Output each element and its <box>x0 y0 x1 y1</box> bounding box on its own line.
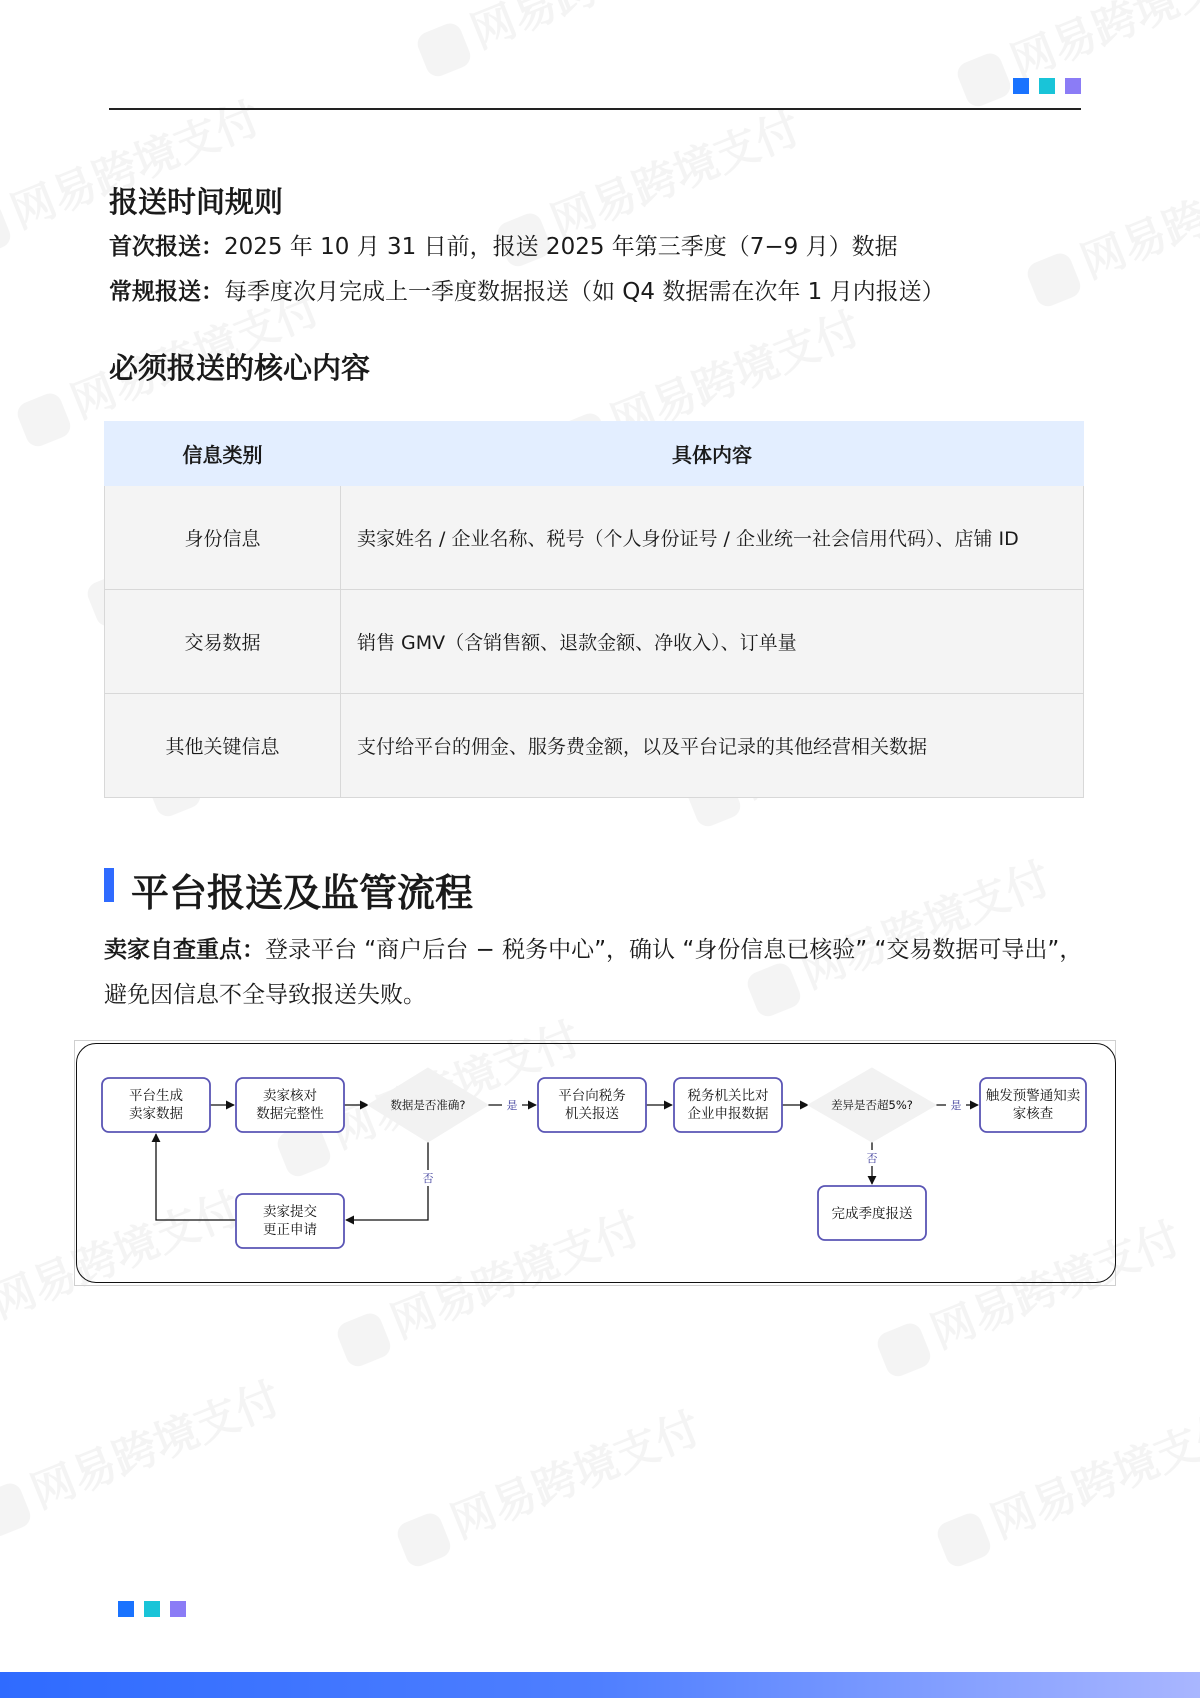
node-compare-line1: 税务机关比对 <box>687 1088 769 1104</box>
footer-square-cyan <box>144 1601 160 1617</box>
table-cell-detail: 销售 GMV（含销售额、退款金额、净收入）、订单量 <box>341 590 1084 694</box>
header-rule <box>109 108 1081 110</box>
rules-title: 报送时间规则 <box>109 185 284 219</box>
node-compare <box>674 1078 782 1132</box>
node-verify-line2: 数据完整性 <box>256 1106 324 1122</box>
table-cell-category: 身份信息 <box>105 486 341 590</box>
check-label: 卖家自查重点： <box>104 937 265 963</box>
node-alert <box>980 1078 1086 1132</box>
rules-regular-label: 常规报送： <box>109 279 224 305</box>
section-title: 平台报送及监管流程 <box>131 871 474 915</box>
node-alert-line1: 触发预警通知卖 <box>985 1088 1081 1104</box>
node-complete <box>818 1186 926 1240</box>
rules-regular <box>109 277 945 307</box>
header-squares <box>1013 78 1081 94</box>
table-row <box>105 694 1084 798</box>
edge-correct-generate <box>156 1134 236 1220</box>
node-verify-line1: 卖家核对 <box>263 1088 317 1104</box>
flowchart <box>74 1040 1120 1290</box>
core-table <box>104 421 1084 798</box>
table-header-detail: 具体内容 <box>341 422 1084 486</box>
table-cell-category: 交易数据 <box>105 590 341 694</box>
node-generate-line2: 卖家数据 <box>129 1106 183 1122</box>
table-cell-detail: 卖家姓名 / 企业名称、税号（个人身份证号 / 企业统一社会信用代码）、店铺 ID <box>341 486 1084 590</box>
node-diff-decision <box>808 1068 936 1142</box>
node-accurate-decision <box>368 1068 488 1142</box>
node-correct-line2: 更正申请 <box>263 1222 317 1238</box>
footer-square-purple <box>170 1601 186 1617</box>
node-correct <box>236 1194 344 1248</box>
table-row <box>105 590 1084 694</box>
edge-label-yes: 是 <box>950 1099 962 1112</box>
table-cell-category: 其他关键信息 <box>105 694 341 798</box>
table-row <box>105 486 1084 590</box>
edge-accurate-correct <box>346 1142 428 1220</box>
footer-squares <box>118 1601 186 1617</box>
node-report <box>538 1078 646 1132</box>
node-diff-text: 差异是否超5%? <box>831 1098 913 1112</box>
header-square-cyan <box>1039 78 1055 94</box>
section-accent-bar <box>104 868 114 902</box>
table-header-row <box>105 422 1084 486</box>
footer-gradient-bar <box>0 1672 1200 1698</box>
node-generate-line1: 平台生成 <box>129 1088 183 1104</box>
node-report-line2: 机关报送 <box>565 1106 619 1122</box>
node-generate <box>102 1078 210 1132</box>
edge-label-no: 否 <box>866 1152 878 1165</box>
check-paragraph <box>104 928 1084 1018</box>
rules-first <box>109 232 898 262</box>
table-cell-detail: 支付给平台的佣金、服务费金额，以及平台记录的其他经营相关数据 <box>341 694 1084 798</box>
header-square-purple <box>1065 78 1081 94</box>
rules-first-text: 2025 年 10 月 31 日前，报送 2025 年第三季度（7−9 月）数据 <box>224 234 898 260</box>
edge-label-yes: 是 <box>506 1099 518 1112</box>
node-alert-line2: 家核查 <box>1012 1106 1054 1122</box>
rules-first-label: 首次报送： <box>109 234 224 260</box>
node-verify <box>236 1078 344 1132</box>
footer-square-blue <box>118 1601 134 1617</box>
node-correct-line1: 卖家提交 <box>263 1204 317 1220</box>
core-title: 必须报送的核心内容 <box>109 351 371 385</box>
rules-regular-text: 每季度次月完成上一季度数据报送（如 Q4 数据需在次年 1 月内报送） <box>224 279 945 305</box>
node-compare-line2: 企业申报数据 <box>687 1106 769 1122</box>
header-square-blue <box>1013 78 1029 94</box>
node-report-line1: 平台向税务 <box>558 1088 626 1104</box>
check-text: 登录平台 “商户后台 − 税务中心”，确认 “身份信息已核验” “交易数据可导出”，避免因信息不全导致报送失败。 <box>104 937 1083 1008</box>
node-accurate-text: 数据是否准确? <box>390 1098 466 1112</box>
edge-label-no: 否 <box>422 1172 434 1185</box>
table-header-category: 信息类别 <box>105 422 341 486</box>
node-complete-text: 完成季度报送 <box>831 1206 913 1222</box>
